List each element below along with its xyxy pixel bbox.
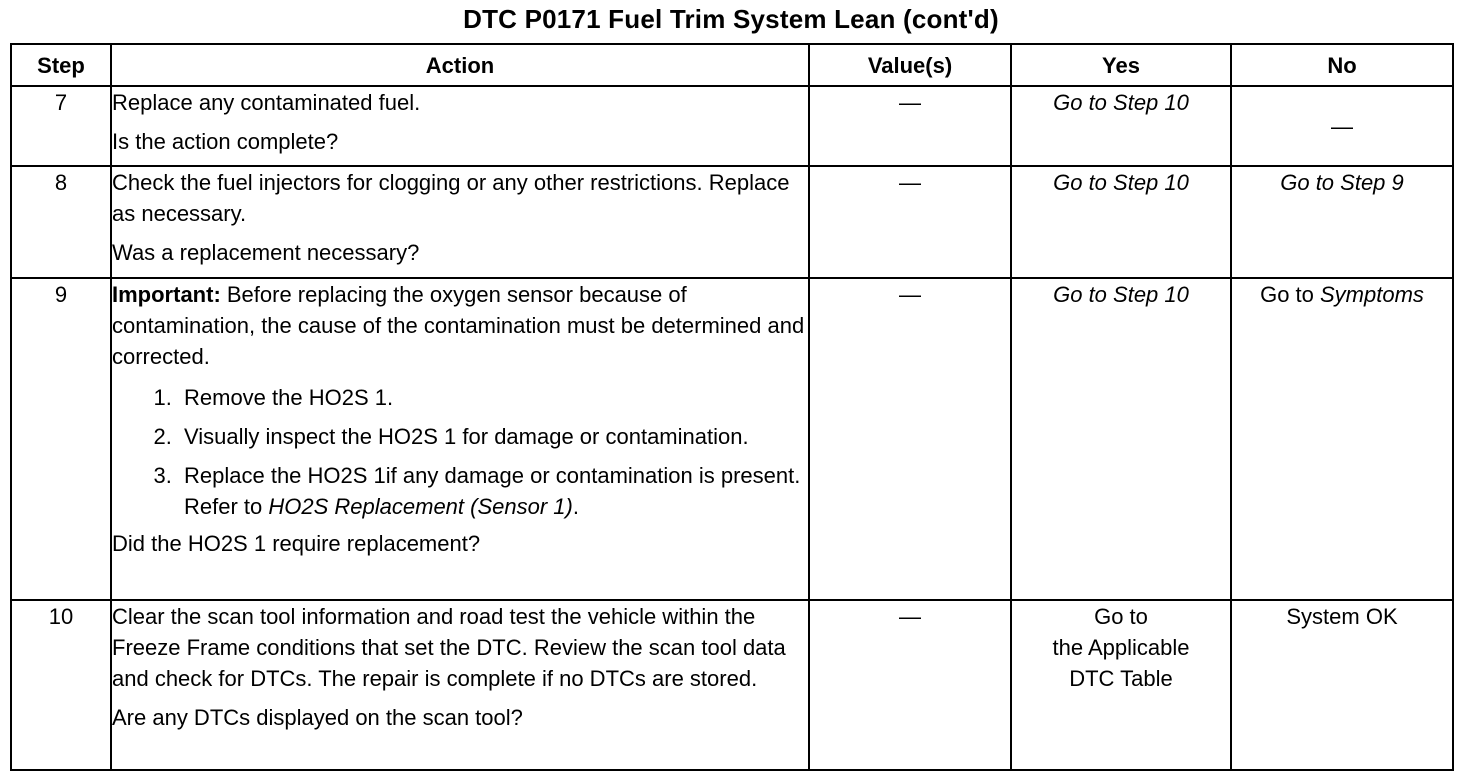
action-cell [111, 166, 809, 278]
step-number: 10 [11, 600, 111, 770]
no-cell: System OK [1231, 600, 1453, 770]
yes-cell: Go to Step 10 [1011, 278, 1231, 600]
action-text: Replace any contaminated fuel. [112, 90, 421, 115]
action-text: Clear the scan tool information and road test the vehicle within the Freeze Frame conditions that set the DTC. Review the scan tool data and check for DTCs. The repair is complete if no DTCs are stored. [112, 604, 786, 691]
no-cell: — [1231, 86, 1453, 166]
list-item: 2. Visually inspect the HO2S 1 for damage or contamination. [178, 421, 808, 452]
action-cell [111, 278, 809, 600]
no-cell: Go to Step 9 [1231, 166, 1453, 278]
list-item-text: Replace the HO2S 1if any damage or contamination is present. Refer to [184, 463, 801, 519]
action-cell [111, 86, 809, 166]
header-no: No [1231, 44, 1453, 86]
symptoms-reference[interactable]: Symptoms [1320, 282, 1424, 307]
diagnostic-table [10, 43, 1454, 771]
no-prefix: Go to [1260, 282, 1320, 307]
list-item-end: . [572, 494, 579, 519]
table-row [11, 166, 1453, 278]
value-cell: — [809, 600, 1011, 770]
procedure-list [112, 382, 808, 522]
important-note [112, 279, 808, 372]
important-text: Before replacing the oxygen sensor because of contamination, the cause of the contamination must be determined and corrected. [112, 282, 805, 369]
page-title: DTC P0171 Fuel Trim System Lean (cont'd) [463, 4, 999, 34]
step-number: 7 [11, 86, 111, 166]
table-row [11, 278, 1453, 600]
action-cell [111, 600, 809, 770]
action-question: Was a replacement necessary? [112, 240, 420, 265]
important-label: Important: [112, 282, 221, 307]
yes-line: the Applicable [1052, 635, 1190, 660]
procedure-reference-link[interactable]: HO2S Replacement (Sensor 1) [268, 494, 573, 519]
yes-cell [1011, 600, 1231, 770]
yes-line: DTC Table [1069, 666, 1173, 691]
yes-line: Go to [1094, 604, 1148, 629]
step-number: 8 [11, 166, 111, 278]
header-step: Step [11, 44, 111, 86]
value-cell: — [809, 166, 1011, 278]
action-question: Is the action complete? [112, 129, 339, 154]
header-yes: Yes [1011, 44, 1231, 86]
yes-cell: Go to Step 10 [1011, 166, 1231, 278]
list-item: 1. Remove the HO2S 1. [178, 382, 808, 413]
action-text: Check the fuel injectors for clogging or any other restrictions. Replace as necessary. [112, 170, 790, 226]
value-cell: — [809, 86, 1011, 166]
step-number: 9 [11, 278, 111, 600]
header-action: Action [111, 44, 809, 86]
header-values: Value(s) [809, 44, 1011, 86]
table-header-row [11, 44, 1453, 86]
table-row [11, 600, 1453, 770]
no-cell [1231, 278, 1453, 600]
action-question: Did the HO2S 1 require replacement? [112, 531, 481, 556]
action-question: Are any DTCs displayed on the scan tool? [112, 705, 523, 730]
value-cell: — [809, 278, 1011, 600]
list-item [178, 460, 808, 522]
yes-cell: Go to Step 10 [1011, 86, 1231, 166]
table-row [11, 86, 1453, 166]
